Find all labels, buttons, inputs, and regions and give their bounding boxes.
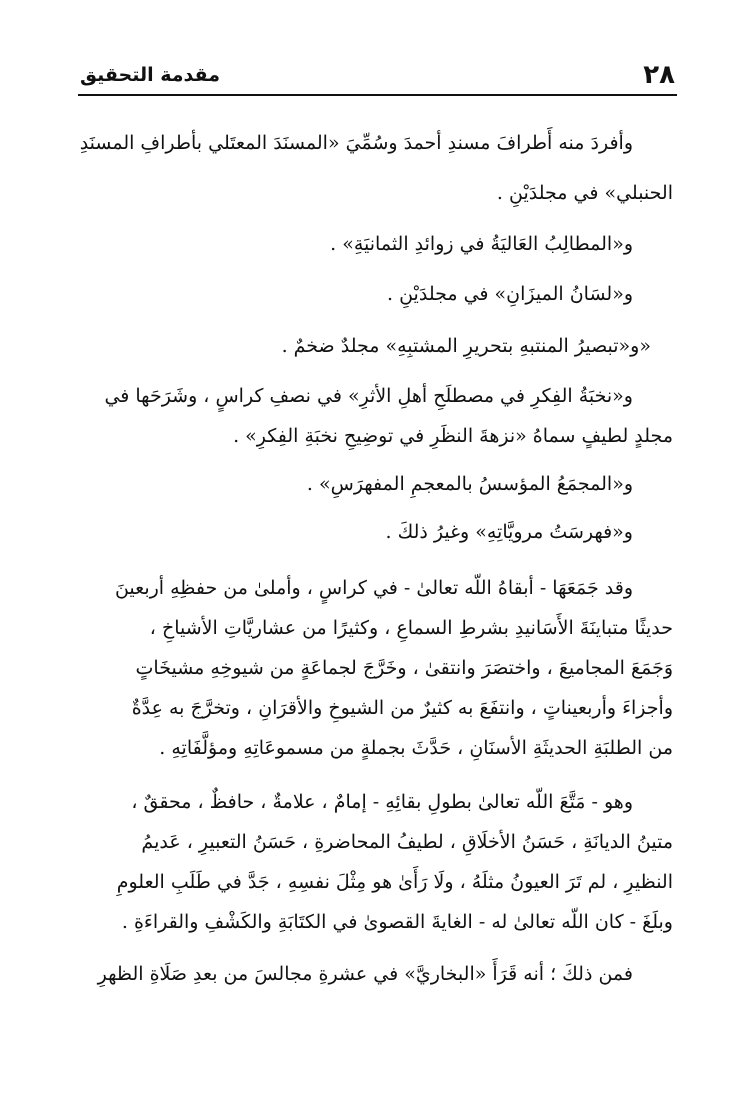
text-line: وقد جَمَعَهَا - أبقاهُ اللّه تعالىٰ - في كراسٍ ، وأملىٰ من حفظِهِ أربعينَ <box>114 577 633 599</box>
text-line: حديثًا متباينَةَ الأَسَانيدِ بشرطِ السماعِ ، وكثيرًا من عشاريَّاتِ الأشياخِ ، <box>149 617 673 639</box>
page-number: ٢٨ <box>643 60 675 90</box>
paragraph-tabsir <box>78 322 673 370</box>
text-line: «و«تبصيرُ المنتبهِ بتحريرِ المشتبِهِ» مجلدٌ ضخمٌ . <box>281 335 651 357</box>
paragraph-fa-min-dhalika <box>78 954 673 994</box>
text-line: من الطلبَةِ الحديثَةِ الأسنَانِ ، حَدَّثَ بجملةٍ من مسموعَاتِهِ ومؤلَّفَاتِهِ . <box>159 737 673 759</box>
text-line: و«المطالِبُ العَاليَةُ في زوائدِ الثمانيَةِ» . <box>330 233 633 255</box>
text-line: وأجزاءَ وأربعيناتٍ ، وانتفَعَ به كثيرٌ من الشيوخِ والأقرَانِ ، وتخرَّجَ به عِدَّةٌ <box>131 697 673 719</box>
paragraph-mujam <box>78 460 673 508</box>
paragraph-jamaha <box>78 568 673 768</box>
body-text <box>78 118 673 994</box>
paragraph-nukhba <box>78 376 673 456</box>
text-line: وأفردَ منه أَطرافَ مسندِ أحمدَ وسُمِّيَ «المسنَدَ المعتَلي بأطرافِ المسنَدِ <box>79 132 633 154</box>
text-line: و«المجمَعُ المؤسسُ بالمعجمِ المفهرَسِ» . <box>306 473 633 495</box>
header-rule <box>78 94 677 96</box>
paragraph-wa-huwa <box>78 782 673 942</box>
text-line: و«لسَانُ الميزَانِ» في مجلدَيْنِ . <box>387 283 633 305</box>
running-title: مقدمة التحقيق <box>80 64 220 86</box>
text-line: و«فهرسَتُ مرويَّاتِهِ» وغيرُ ذلكَ . <box>385 521 633 543</box>
text-line: الحنبلي» في مجلدَيْنِ . <box>496 182 673 204</box>
text-line: مجلدٍ لطيفٍ سماهُ «نزهةَ النظَرِ في توضِيحِ نخبَةِ الفِكرِ» . <box>233 425 673 447</box>
text-line: وهو - مَتَّعَ اللّه تعالىٰ بطولِ بقائِهِ - إمامٌ ، علامةٌ ، حافظٌ ، محققٌ ، <box>131 791 633 813</box>
page-header <box>78 52 677 96</box>
text-line: النظيرِ ، لم تَرَ العيونُ مثلَهُ ، ولَا رَأَىٰ هو مِثْلَ نفسِهِ ، جَدَّ في طَلَبِ العلومِ <box>116 871 673 893</box>
paragraph-musnad-atraf <box>78 118 673 218</box>
text-line: متينُ الديانَةِ ، حَسَنُ الأخلَاقِ ، لطيفُ المحاضرةِ ، حَسَنُ التعبيرِ ، عَديمُ <box>141 831 673 853</box>
paragraph-lisan <box>78 270 673 318</box>
text-line: و«نخبَةُ الفِكرِ في مصطلَحِ أهلِ الأثرِ» في نصفِ كراسٍ ، وشَرَحَها في <box>104 385 633 407</box>
paragraph-matalib <box>78 220 673 268</box>
paragraph-fihrist <box>78 508 673 556</box>
text-line: وبلَغَ - كان اللّه تعالىٰ له - الغايةَ القصوىٰ في الكتَابَةِ والكَشْفِ والقراءَةِ . <box>121 911 673 933</box>
text-line: فمن ذلكَ ؛ أنه قَرَأَ «البخاريَّ» في عشرةِ مجالسَ من بعدِ صَلَاةِ الظهرِ <box>97 963 633 985</box>
text-line: وَجَمَعَ المجاميعَ ، واختصَرَ وانتقىٰ ، وخَرَّجَ لجماعَةٍ من شيوخِهِ مشيخَاتٍ <box>135 657 673 679</box>
